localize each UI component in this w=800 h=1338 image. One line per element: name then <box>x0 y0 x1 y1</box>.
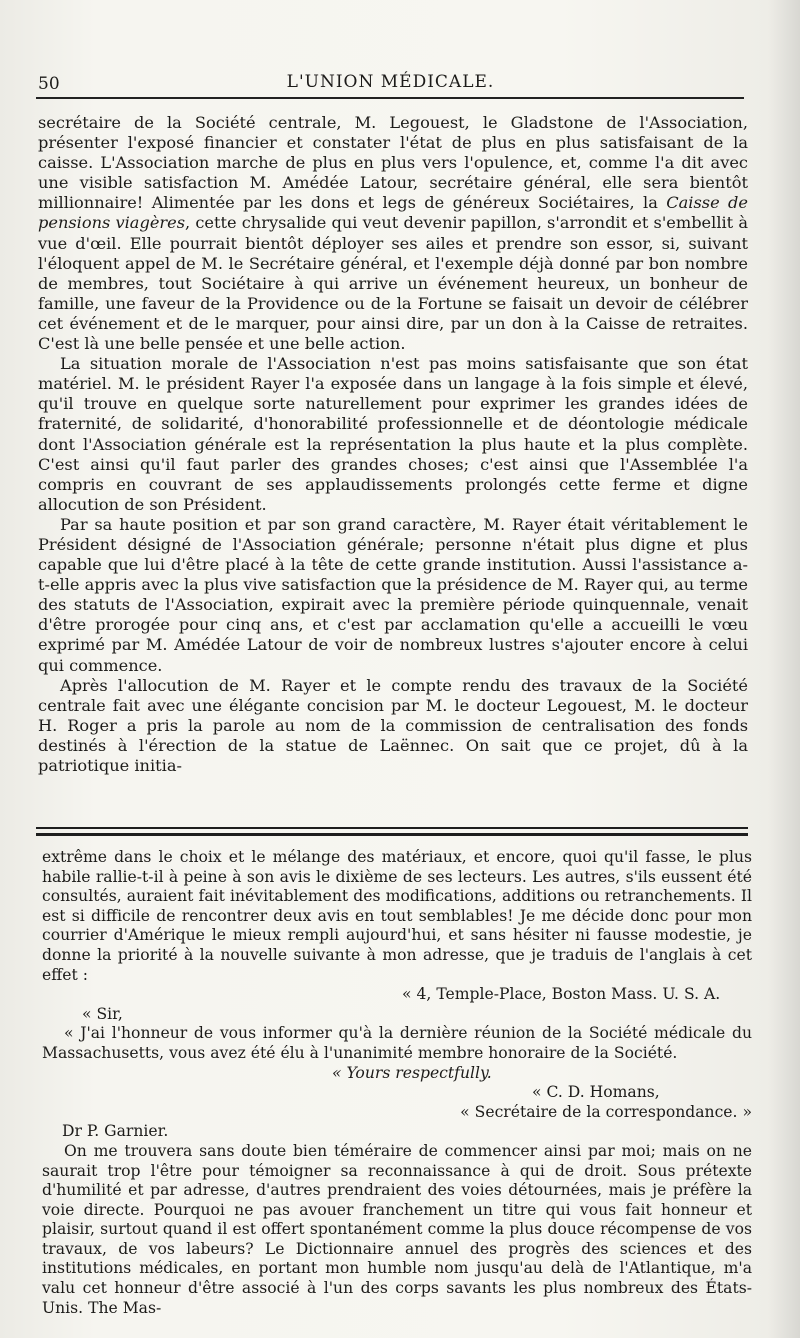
feuilleton-intro: extrême dans le choix et le mélange des matériaux, et encore, quoi qu'il fasse, le plus habile rallie-t-il à peine à son avis le dixième de ses lecteurs. Les autres, s'ils eussent été consultés, auraient fait inévitablement des modifications, additions ou retranchements. Il est si difficile de rencontrer deux avis en tout semblables! Je me décide donc pour mon courrier d'Amérique le mieux rempli aujourd'hui, et sans hésiter ni fausse modestie, je donne la priorité à la nouvelle suivante à mon adresse, que je traduis de l'anglais à cet effet : <box>42 848 752 984</box>
running-title: L'UNION MÉDICALE. <box>286 72 495 92</box>
article-paragraph-1: secrétaire de la Société centrale, M. Legouest, le Gladstone de l'Association, présenter l'exposé financier et constater l'état de plus en plus satisfaisant de la caisse. L'Association marche de plus en plus vers l'opulence, et, comme l'a dit avec une visible satisfaction M. Amédée Latour, secrétaire général, elle sera bientôt millionnaire! Alimentée par les dons et legs de généreux Sociétaires, la Caisse de pensions viagères, cette chrysalide qui veut devenir papillon, s'arrondit et s'embellit à vue d'œil. Elle pourrait bientôt déployer ses ailes et prendre son essor, si, suivant l'éloquent appel de M. le Secrétaire général, et l'exemple déjà donné par bon nombre de membres, tout Sociétaire à qui arrive un événement heureux, un bonheur de famille, une faveur de la Providence ou de la Fortune se faisait un devoir de célébrer cet événement et de le marquer, pour ainsi dire, par un don à la Caisse de retraites. C'est là une belle pensée et une belle action. <box>38 113 748 354</box>
feuilleton-separator-thin <box>36 827 748 829</box>
article-paragraph-4: Après l'allocution de M. Rayer et le compte rendu des travaux de la Société centrale fait avec une élégante concision par M. le docteur Legouest, M. le docteur H. Roger a pris la parole au nom de la commission de centralisation des fonds destinés à l'érection de la statue de Laënnec. On sait que ce projet, dû à la patriotique initia- <box>38 675 748 775</box>
feuilleton-closing-paragraph: On me trouvera sans doute bien téméraire de commencer ainsi par moi; mais on ne saurait trop l'être pour témoigner sa reconnaissance à qui de droit. Sous prétexte d'humilité et par adresse, d'autres prendraient des voies détournées, mais je préfère la voie directe. Pourquoi ne pas avouer franchement un titre qui vous fait honneur et plaisir, surtout quand il est offert spontanément comme la plus douce récompense de vos travaux, de vos labeurs? Le Dictionnaire annuel des progrès des sciences et des institutions médicales, en portant mon humble nom jusqu'au delà de l'Atlantique, m'a valu cet honneur d'être associé à l'un des corps savants les plus nombreux des États-Unis. The Mas- <box>42 1141 752 1317</box>
letter-signature: « C. D. Homans, <box>532 1083 660 1102</box>
feuilleton-separator-thick <box>36 833 748 836</box>
letter-address: « 4, Temple-Place, Boston Mass. U. S. A. <box>402 985 721 1004</box>
page-number: 50 <box>38 74 60 94</box>
letter-salutation: « Sir, <box>82 1004 123 1023</box>
italic-phrase: Caisse de pensions viagères <box>38 193 748 233</box>
article-body <box>38 113 748 776</box>
page-header <box>38 70 743 96</box>
article-paragraph-2: La situation morale de l'Association n'est pas moins satisfaisante que son état matériel. M. le président Rayer l'a exposée dans un langage à la fois simple et élevé, qu'il trouve en quelque sorte naturellement pour exprimer les grandes idées de fraternité, de solidarité, d'honorabilité professionnelle et de déontologie médicale dont l'Association générale est la représentation la plus haute et la plus complète. C'est ainsi qu'il faut parler des grandes choses; c'est ainsi que l'Assemblée l'a compris en couvrant de ses applaudissements prolongés cette ferme et digne allocution de son Président. <box>38 354 748 514</box>
letter-signatory-title: « Secrétaire de la correspondance. » <box>460 1102 752 1121</box>
header-rule <box>36 97 744 99</box>
letter-recipient: Dr P. Garnier. <box>62 1122 169 1141</box>
letter-body: « J'ai l'honneur de vous informer qu'à la dernière réunion de la Société médicale du Massachusetts, vous avez été élu à l'unanimité membre honoraire de la Société. <box>42 1024 752 1062</box>
feuilleton-section <box>42 848 752 1318</box>
article-paragraph-3: Par sa haute position et par son grand caractère, M. Rayer était véritablement le Président désigné de l'Association générale; personne n'était plus digne et plus capable que lui d'être placé à la tête de cette grande institution. Aussi l'assistance a-t-elle appris avec la plus vive satisfaction que la présidence de M. Rayer qui, au terme des statuts de l'Association, expirait avec la première période quinquennale, venait d'être prorogée pour cinq ans, et c'est par acclamation qu'elle a accueilli le vœu exprimé par M. Amédée Latour de voir de nombreux lustres s'ajouter encore à celui qui commence. <box>38 514 749 675</box>
letter-closing: « Yours respectfully. <box>332 1063 492 1082</box>
